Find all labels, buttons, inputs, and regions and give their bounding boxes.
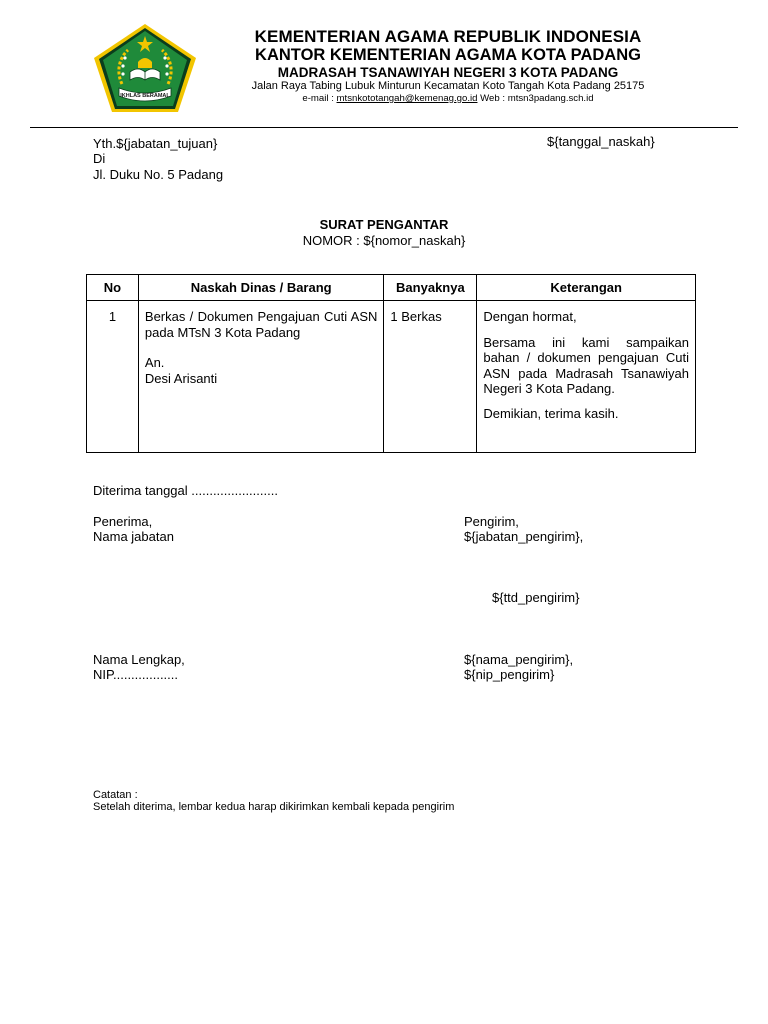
document-table [86,274,696,453]
header-item: Naskah Dinas / Barang [138,275,384,301]
header-note: Keterangan [477,275,696,301]
row-note [477,301,696,453]
logo-motto-text: IKHLAS BERAMAL [120,93,170,99]
letterhead-address: Jalan Raya Tabing Lubuk Minturun Kecamatan Koto Tangah Kota Padang 25175 [251,80,645,92]
row-item [138,301,384,453]
email-label: e-mail : [302,93,337,104]
note-label: Catatan : [93,789,138,801]
table-row [87,301,696,453]
receiver-nip: NIP.................. [93,667,179,682]
row-item-desc: Berkas / Dokumen Pengajuan Cuti ASN pada MTsN 3 Kota Padang [144,309,378,340]
letter-date: ${tanggal_naskah} [547,134,655,149]
letter-number: NOMOR : ${nomor_naskah} [302,233,466,248]
sender-position: ${jabatan_pengirim}, [464,529,584,544]
row-item-name: Desi Arisanti [144,370,218,386]
letterhead-school: MADRASAH TSANAWIYAH NEGERI 3 KOTA PADANG [277,65,619,80]
recipient-address: Jl. Duku No. 5 Padang [93,167,224,182]
sender-nip: ${nip_pengirim} [464,667,555,682]
letterhead-office: KANTOR KEMENTERIAN AGAMA KOTA PADANG [255,46,641,64]
letterhead-ministry: KEMENTERIAN AGAMA REPUBLIK INDONESIA [254,27,642,46]
web-label: Web : [477,93,508,104]
received-date: Diterima tanggal ........................ [93,483,278,498]
recipient-di: Di [93,151,106,166]
receiver-label: Penerima, [93,514,153,529]
recipient-to: Yth.${jabatan_tujuan} [93,136,218,151]
header-qty: Banyaknya [384,275,477,301]
row-qty: 1 Berkas [384,301,477,453]
note-text: Setelah diterima, lembar kedua harap dikirimkan kembali kepada pengirim [93,801,455,813]
letter-title: SURAT PENGANTAR [319,217,449,232]
letterhead-contact [200,93,696,104]
note-closing: Demikian, terima kasih. [483,405,619,421]
note-body: Bersama ini kami sampaikan bahan / dokumen pengajuan Cuti ASN pada Madrasah Tsanawiyah Negeri 3 Kota Padang. [483,334,689,396]
email-link[interactable]: mtsnkototangah@kemenag.go.id [336,93,478,104]
kemenag-logo [92,22,198,114]
header-no: No [87,275,139,301]
sender-signature: ${ttd_pengirim} [492,590,580,605]
row-item-an: An. [144,355,165,370]
sender-name: ${nama_pengirim}, [464,652,574,667]
table-header-row [87,275,696,301]
letterhead-divider [30,127,738,128]
web-address: mtsn3padang.sch.id [507,93,594,104]
receiver-position: Nama jabatan [93,529,174,544]
receiver-fullname: Nama Lengkap, [93,652,185,667]
note-greeting: Dengan hormat, [483,309,577,324]
row-no: 1 [87,301,139,453]
sender-label: Pengirim, [464,514,519,529]
